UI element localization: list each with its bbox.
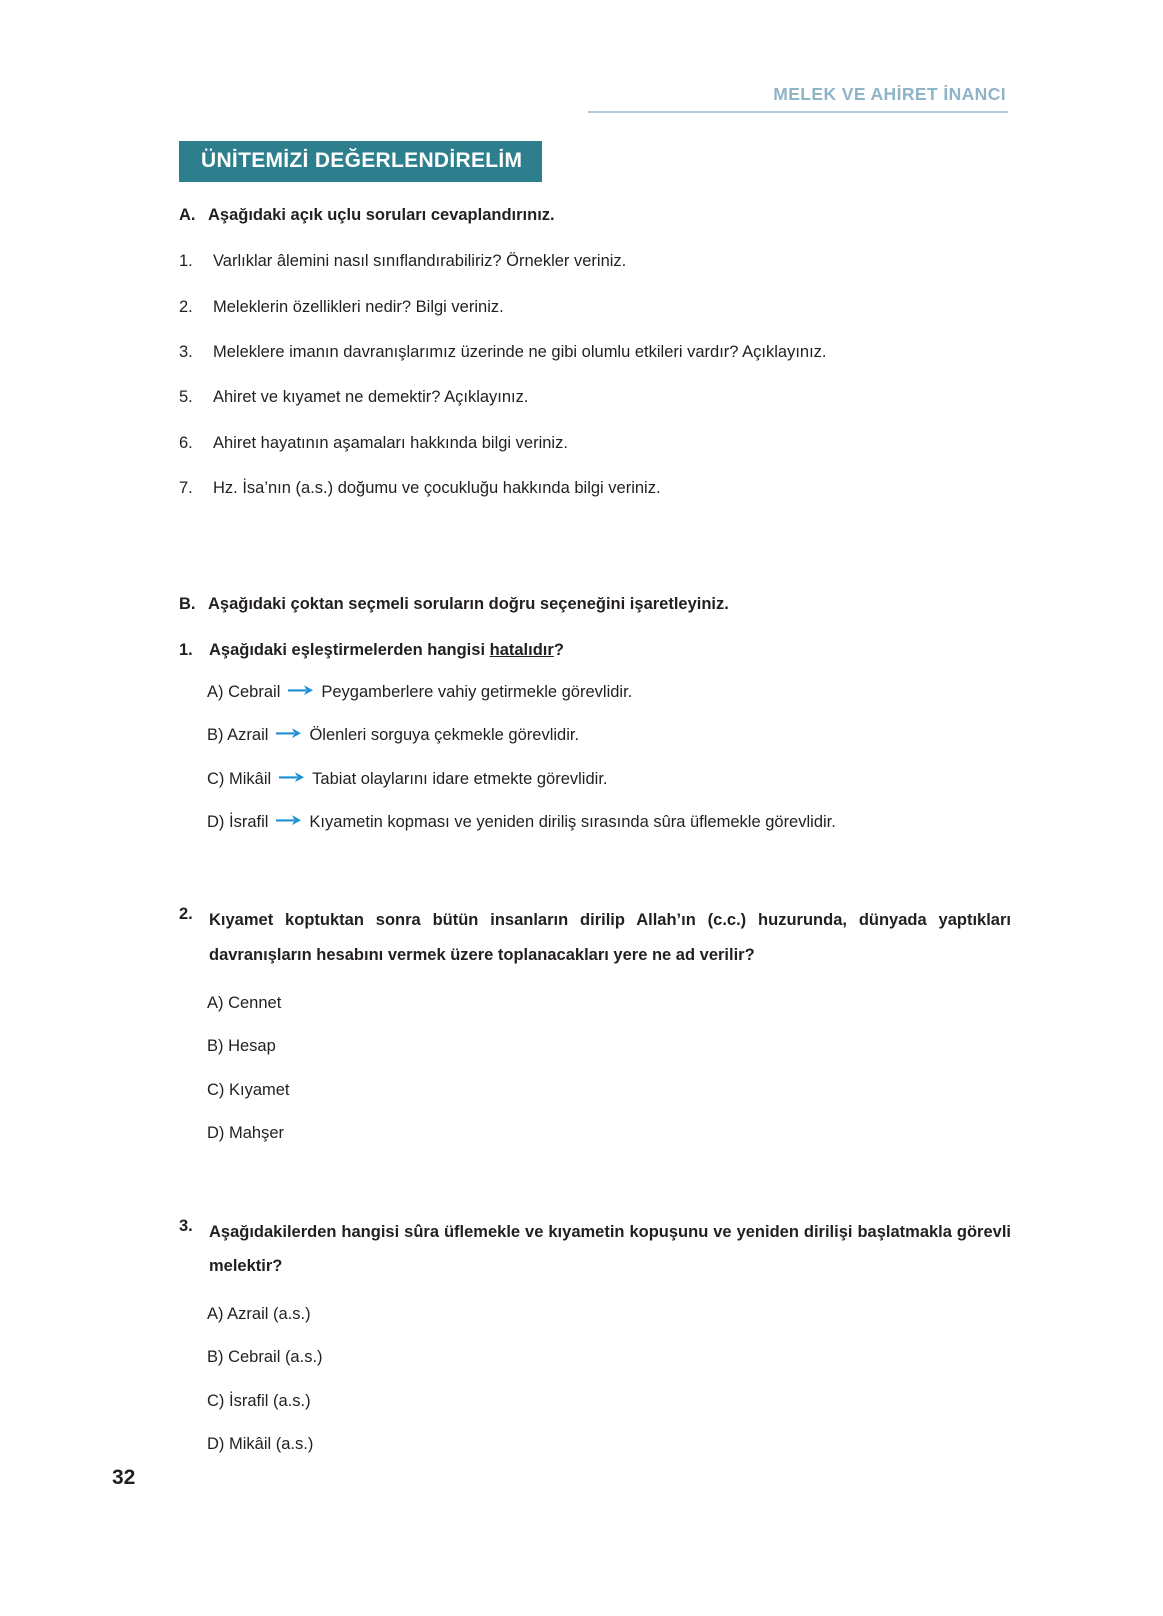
running-header-title: MELEK VE AHİRET İNANCI [773,84,1006,104]
option-label: A) Cebrail [207,682,281,701]
question-marker: 1. [179,641,193,660]
question-marker: 6. [179,433,193,452]
question-stem-underlined: hatalıdır [489,641,554,660]
question-stem-part1: Aşağıdaki eşleştirmelerden hangisi [209,641,490,660]
option-2c[interactable]: C) Kıyamet [207,1080,290,1099]
section-spacer [179,522,1011,594]
section-a-question-7 [179,477,1011,499]
option-2b[interactable]: B) Hesap [207,1037,276,1056]
section-a-question-1 [179,250,1011,272]
option-3d[interactable]: D) Mikâil (a.s.) [207,1435,314,1454]
section-a-heading-text: Aşağıdaki açık uçlu soruları cevaplandırınız. [208,206,555,224]
option-3c[interactable]: C) İsrafil (a.s.) [207,1391,311,1410]
question-marker: 3. [179,1216,193,1235]
right-arrow-icon [276,727,302,739]
question-marker: 2. [179,905,193,924]
page-content [179,205,1011,1478]
question-stem: Kıyamet koptuktan sonra bütün insanların dirilip Allah’ın (c.c.) huzurunda, dünyada yaptıkları davranışların hesabını vermek üzere toplanacakları yere ne ad verilir? [209,911,1011,965]
question-marker: 3. [179,342,193,361]
question-text: Varlıklar âlemini nasıl sınıflandırabiliriz? Örnekler veriniz. [213,252,627,271]
running-header-rule [588,111,1008,113]
section-b-heading-text: Aşağıdaki çoktan seçmeli soruların doğru seçeneğini işaretleyiniz. [208,595,729,614]
option-3b[interactable]: B) Cebrail (a.s.) [207,1348,323,1367]
question-marker: 1. [179,252,193,271]
section-b-heading [179,594,1011,615]
option-1a[interactable] [207,682,1011,703]
option-1d[interactable] [207,812,1011,833]
right-arrow-icon [276,814,302,826]
page-number: 32 [112,1466,136,1489]
option-text: Tabiat olaylarını idare etmekte görevlidir. [312,769,608,788]
question-stem [209,639,1011,661]
option-text: Kıyametin kopması ve yeniden diriliş sırasında sûra üflemekle görevlidir. [309,813,836,832]
running-header [588,84,1008,113]
question-spacer [179,855,1011,903]
option-text: Ölenleri sorguya çekmekle görevlidir. [309,726,580,745]
question-text: Ahiret hayatının aşamaları hakkında bilgi veriniz. [213,433,568,452]
section-a-question-6 [179,432,1011,454]
section-b-marker: B. [179,595,196,614]
option-2a[interactable]: A) Cennet [207,993,282,1012]
option-1b[interactable] [207,725,1011,746]
question-stem-part2: ? [553,641,564,660]
question-marker: 7. [179,478,193,497]
option-2d[interactable]: D) Mahşer [207,1124,285,1143]
question-stem: Aşağıdakilerden hangisi sûra üflemekle ve kıyametin kopuşunu ve yeniden dirilişi başlatmakla görevli melektir? [209,1222,1011,1276]
right-arrow-icon [288,684,314,696]
section-a-marker: A. [179,206,196,224]
question-marker: 2. [179,297,193,316]
section-a-question-5 [179,386,1011,408]
section-b-question-3 [179,1215,1011,1284]
question-text: Meleklere imanın davranışlarımız üzerinde ne gibi olumlu etkileri vardır? Açıklayınız. [213,342,827,361]
option-label: B) Azrail [207,726,269,745]
question-text: Ahiret ve kıyamet ne demektir? Açıklayınız. [213,388,529,407]
question-text: Meleklerin özellikleri nedir? Bilgi veriniz. [213,297,504,316]
option-label: C) Mikâil [207,769,272,788]
option-label: D) İsrafil [207,813,269,832]
section-banner-title: ÜNİTEMİZİ DEĞERLENDİRELİM [179,141,542,182]
option-text: Peygamberlere vahiy getirmekle görevlidir. [321,682,633,701]
section-a-question-2 [179,296,1011,318]
right-arrow-icon [279,771,305,783]
question-text: Hz. İsa’nın (a.s.) doğumu ve çocukluğu hakkında bilgi veriniz. [213,478,661,497]
option-3a[interactable]: A) Azrail (a.s.) [207,1304,311,1323]
question-spacer [179,1167,1011,1215]
section-a-heading [179,205,1011,226]
section-a-question-3 [179,341,1011,363]
section-b-question-1 [179,639,1011,661]
option-1c[interactable] [207,769,1011,790]
section-b-question-2 [179,903,1011,972]
question-marker: 5. [179,388,193,407]
